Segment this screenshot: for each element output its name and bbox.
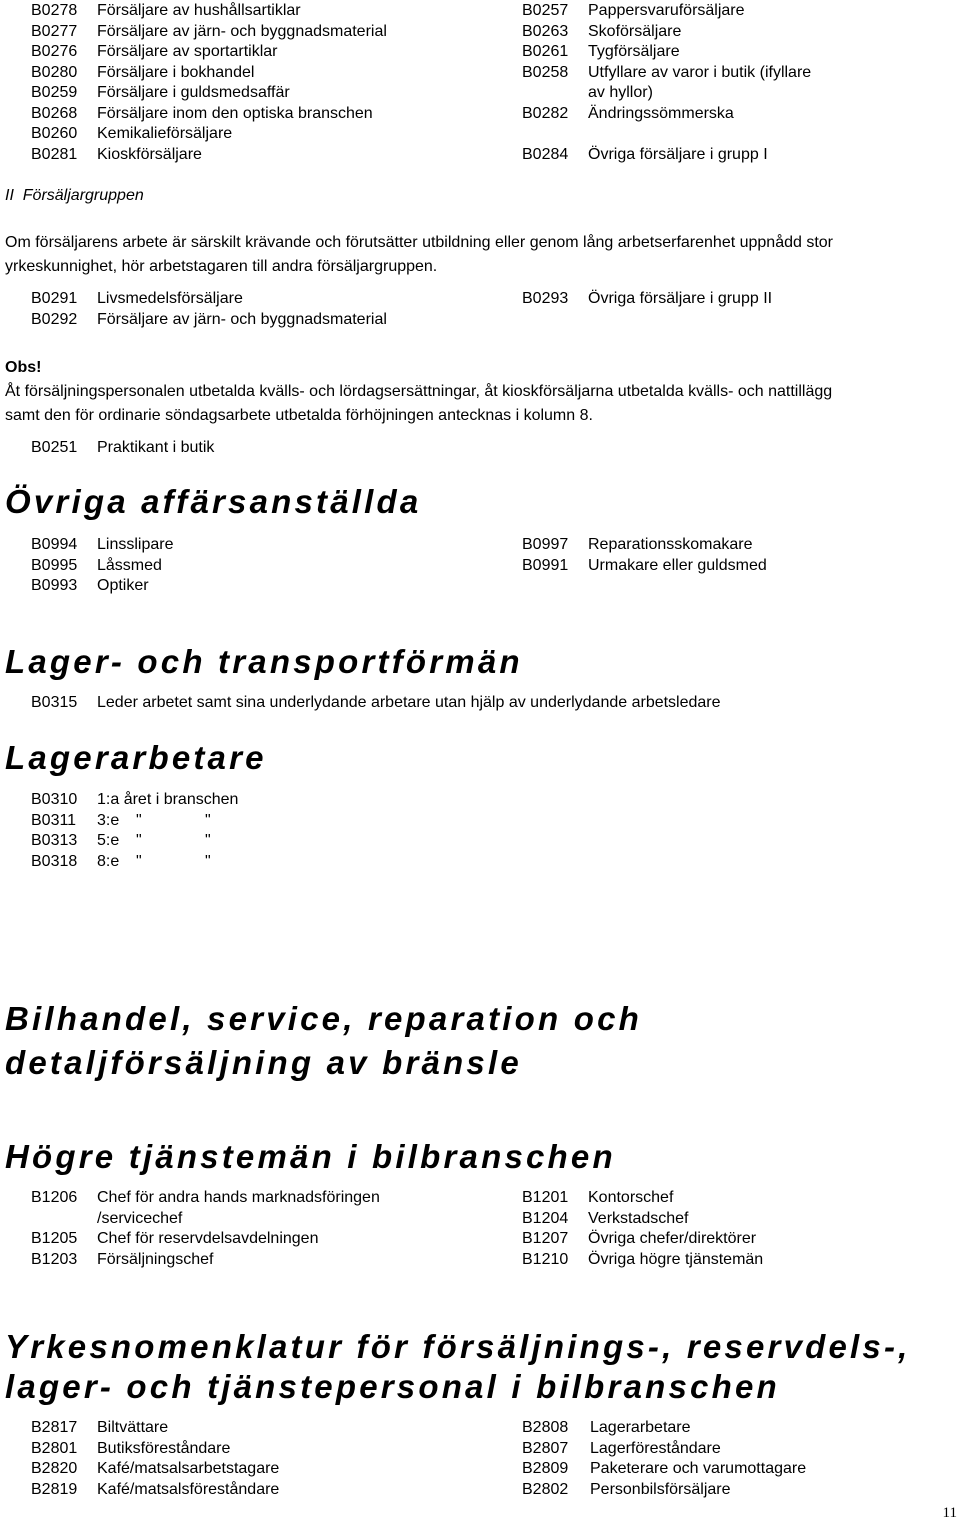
- group2-paragraph: Om försäljarens arbete är särskilt krävande och förutsätter utbildning eller genom lång arbetserfarenhet uppnådd stor yrkeskunnighet, hör arbetstagaren till andra försäljargruppen.: [5, 234, 834, 275]
- list-item: B0280 Försäljare i bokhandel: [31, 63, 255, 81]
- list-item: B0276 Försäljare av sportartiklar: [31, 43, 278, 60]
- page-number: 11: [942, 1505, 957, 1521]
- list-item: B0997 Reparationsskomakare: [522, 536, 753, 553]
- list-item: B2817 Biltvättare: [31, 1419, 169, 1436]
- section-heading-hogre: Högre tjänstemän i bilbranschen: [5, 1138, 616, 1175]
- list-item: B1210 Övriga högre tjänstemän: [522, 1250, 764, 1268]
- section-heading-ovriga: Övriga affärsanställda: [5, 483, 422, 520]
- list-item: B2808 Lagerarbetare: [522, 1419, 691, 1436]
- list-item: B0257 Pappersvaruförsäljare: [522, 2, 745, 19]
- list-item: B0260 Kemikalieförsäljare: [31, 125, 233, 142]
- list-item: B0995 Låssmed: [31, 556, 162, 574]
- list-item: B0281 Kioskförsäljare: [31, 145, 202, 163]
- list-item: B1206 Chef för andra hands marknadsföringen: [31, 1189, 380, 1206]
- hogre-list-left: [31, 1188, 380, 1270]
- list-item: B0292 Försäljare av järn- och byggnadsmaterial: [31, 310, 387, 328]
- list-item: B0991 Urmakare eller guldsmed: [522, 556, 767, 574]
- list-item: B2801 Butiksföreståndare: [31, 1439, 231, 1457]
- section-heading-yrkesnomenklatur: Yrkesnomenklatur för försäljnings-, reservdels-, lager- och tjänstepersonal i bilbranschen: [5, 1328, 911, 1405]
- list-item: B0258 Utfyllare av varor i butik (ifyllare: [522, 63, 812, 81]
- list-item: B0263 Skoförsäljare: [522, 22, 682, 40]
- list-item: B0293 Övriga försäljare i grupp II: [522, 290, 773, 307]
- group2-list-left: [31, 289, 387, 330]
- list-item: B0277 Försäljare av järn- och byggnadsmaterial: [31, 22, 387, 40]
- list-item: B0261 Tygförsäljare: [522, 43, 680, 60]
- group2-title: II Försäljargruppen: [5, 187, 144, 204]
- ovriga-list-right: [522, 535, 767, 576]
- list-item: B0315 Leder arbetet samt sina underlydande arbetare utan hjälp av underlydande arbetsledare: [31, 694, 721, 711]
- section-heading-lager-transport: Lager- och transportförmän: [5, 643, 523, 680]
- list-item: B0311 3:e " ": [31, 811, 211, 829]
- list-item: B0318 8:e " ": [31, 852, 211, 870]
- list-item: B1204 Verkstadschef: [522, 1209, 689, 1227]
- lagerarbetare-list: [31, 790, 331, 872]
- list-item: B2807 Lagerföreståndare: [522, 1439, 721, 1457]
- list-item: B0268 Försäljare inom den optiska branschen: [31, 104, 373, 122]
- list-item: B0993 Optiker: [31, 577, 149, 594]
- group2-list-right: [522, 289, 772, 310]
- list-item-continuation: av hyllor): [588, 84, 653, 101]
- list-item: B1203 Försäljningschef: [31, 1250, 214, 1268]
- list-item: B0251 Praktikant i butik: [31, 439, 215, 456]
- top-list-right: [522, 1, 811, 165]
- list-item: B1207 Övriga chefer/direktörer: [522, 1230, 757, 1247]
- list-item: B2819 Kafé/matsalsföreståndare: [31, 1480, 280, 1498]
- list-item: B1201 Kontorschef: [522, 1189, 674, 1206]
- list-item: B0291 Livsmedelsförsäljare: [31, 290, 243, 307]
- top-list-left: [31, 1, 387, 165]
- yrkes-list-left: [31, 1418, 279, 1500]
- list-item: B0259 Försäljare i guldsmedsaffär: [31, 84, 290, 101]
- hogre-list-right: [522, 1188, 763, 1270]
- obs-paragraph: Åt försäljningspersonalen utbetalda kvälls- och lördagsersättningar, åt kioskförsäljarna utbetalda kvälls- och nattillägg samt den för ordinarie söndagsarbete utbetalda förhöjningen antecknas i kolumn 8.: [5, 383, 833, 424]
- yrkes-list-right: [522, 1418, 806, 1500]
- list-item: B0313 5:e " ": [31, 832, 211, 849]
- list-item: B0282 Ändringssömmerska: [522, 104, 734, 122]
- list-item: B0284 Övriga försäljare i grupp I: [522, 145, 768, 163]
- list-item: B2809 Paketerare och varumottagare: [522, 1460, 807, 1477]
- list-item: B1205 Chef för reservdelsavdelningen: [31, 1230, 319, 1247]
- list-item: B2820 Kafé/matsalsarbetstagare: [31, 1460, 280, 1477]
- list-item: B0310 1:a året i branschen: [31, 791, 239, 808]
- list-item: B0278 Försäljare av hushållsartiklar: [31, 2, 301, 19]
- obs-title: Obs!: [5, 359, 42, 376]
- list-item: B2802 Personbilsförsäljare: [522, 1480, 731, 1498]
- section-heading-lagerarbetare: Lagerarbetare: [5, 739, 267, 776]
- ovriga-list-left: [31, 535, 173, 597]
- list-item: B0994 Linsslipare: [31, 536, 174, 553]
- section-heading-bilhandel: Bilhandel, service, reparation och detaljförsäljning av bränsle: [5, 1000, 642, 1081]
- list-item-continuation: /servicechef: [97, 1209, 183, 1227]
